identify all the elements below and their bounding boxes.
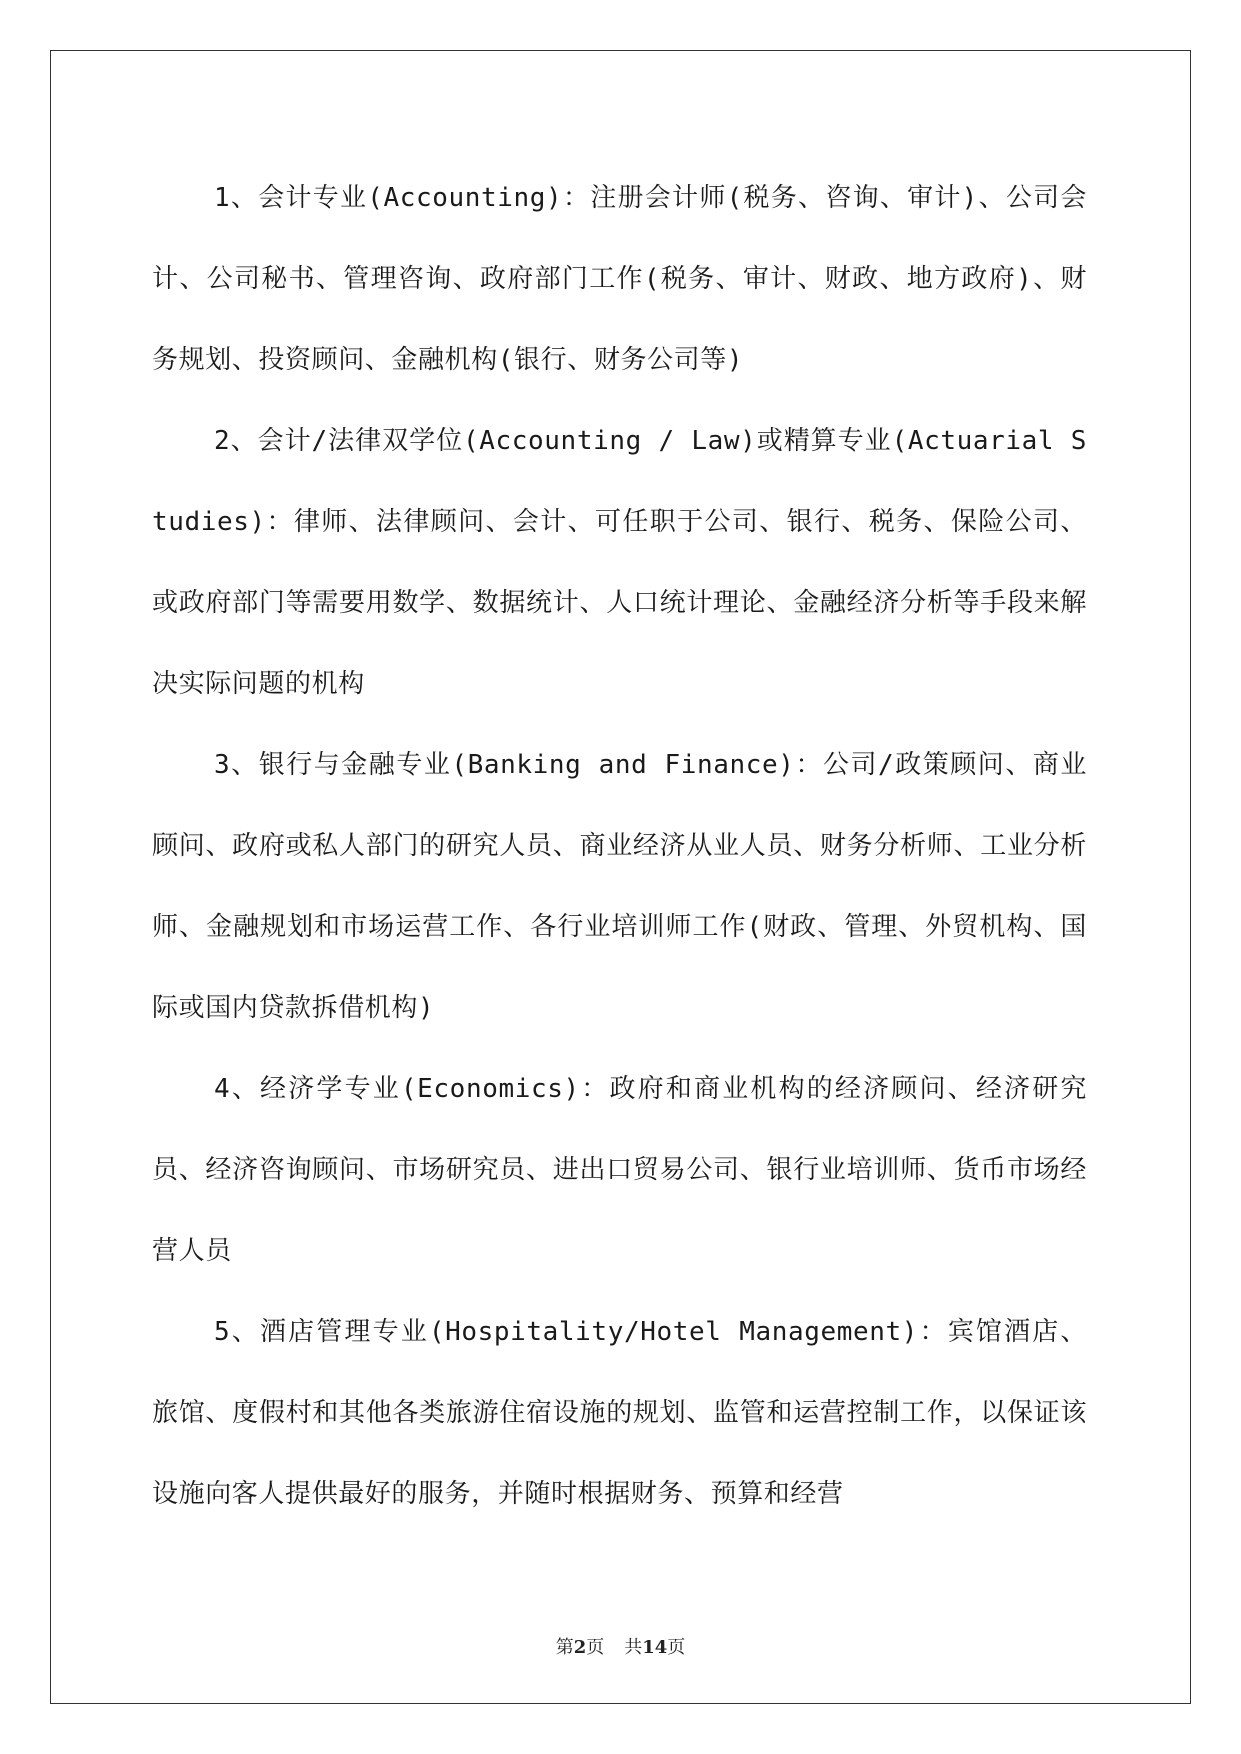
- paragraph-economics: 4、经济学专业(Economics)：政府和商业机构的经济顾问、经济研究员、经济咨询顾问、市场研究员、进出口贸易公司、银行业培训师、货币市场经营人员: [152, 1074, 1087, 1266]
- footer-total-prefix: 共: [624, 1637, 643, 1658]
- document-body: [152, 158, 1087, 1535]
- paragraph-accounting: 1、会计专业(Accounting)：注册会计师(税务、咨询、审计)、公司会计、公司秘书、管理咨询、政府部门工作(税务、审计、财政、地方政府)、财务规划、投资顾问、金融机构(银行、财务公司等): [152, 183, 1087, 375]
- page-footer: [0, 1633, 1241, 1659]
- paragraph-accounting-law: 2、会计/法律双学位(Accounting / Law)或精算专业(Actuarial Studies)：律师、法律顾问、会计、可任职于公司、银行、税务、保险公司、或政府部门等需要用数学、数据统计、人口统计理论、金融经济分析等手段来解决实际问题的机构: [152, 426, 1087, 699]
- paragraph-banking-finance: 3、银行与金融专业(Banking and Finance)：公司/政策顾问、商业顾问、政府或私人部门的研究人员、商业经济从业人员、财务分析师、工业分析师、金融规划和市场运营工作、各行业培训师工作(财政、管理、外贸机构、国际或国内贷款拆借机构): [152, 750, 1087, 1023]
- paragraph-hospitality: 5、酒店管理专业(Hospitality/Hotel Management)：宾馆酒店、旅馆、度假村和其他各类旅游住宿设施的规划、监管和运营控制工作，以保证该设施向客人提供最好的服务，并随时根据财务、预算和经营: [152, 1317, 1087, 1509]
- footer-current-page: 2: [573, 1637, 587, 1658]
- footer-total-suffix: 页: [667, 1637, 686, 1658]
- footer-page-prefix: 第: [555, 1637, 574, 1658]
- footer-total-pages: 14: [642, 1637, 668, 1658]
- footer-page-suffix: 页: [586, 1637, 605, 1658]
